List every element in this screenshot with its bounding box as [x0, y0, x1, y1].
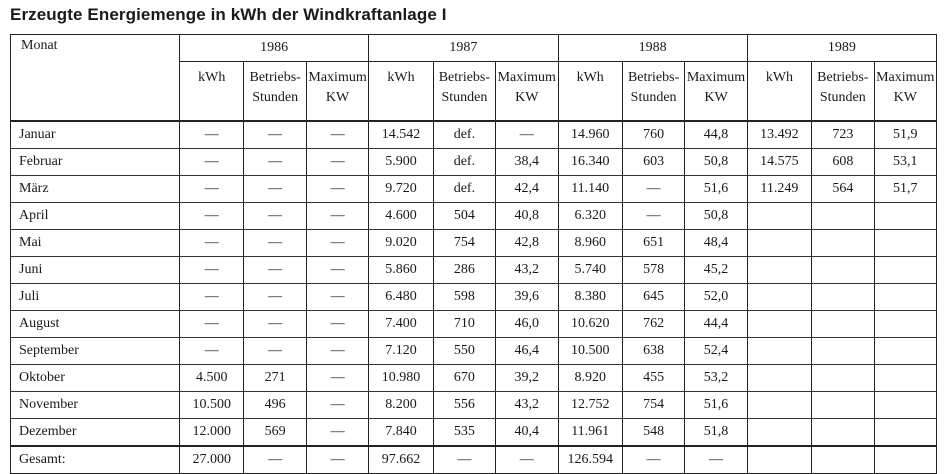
kwh-cell	[747, 338, 811, 365]
kwh-column-header: kWh	[558, 62, 622, 122]
maximum-kw-cell: —	[685, 446, 747, 474]
table-row	[11, 392, 937, 419]
maximum-kw-cell: 43,2	[496, 257, 558, 284]
header-line: Betriebs-	[249, 70, 301, 85]
month-cell: August	[11, 311, 180, 338]
kwh-cell: 8.200	[369, 392, 433, 419]
month-cell: Mai	[11, 230, 180, 257]
operating-hours-cell: def.	[433, 176, 495, 203]
operating-hours-cell	[812, 284, 874, 311]
header-line: Maximum	[497, 70, 556, 85]
operating-hours-cell: 535	[433, 419, 495, 447]
kwh-cell: 16.340	[558, 149, 622, 176]
month-cell: Dezember	[11, 419, 180, 447]
kwh-cell: 10.620	[558, 311, 622, 338]
kwh-cell: 5.860	[369, 257, 433, 284]
operating-hours-cell: 760	[622, 121, 684, 149]
kwh-cell: 6.320	[558, 203, 622, 230]
header-line: Maximum	[308, 70, 367, 85]
kwh-cell: 4.500	[180, 365, 244, 392]
kwh-cell: 7.120	[369, 338, 433, 365]
maximum-kw-column-header	[496, 62, 558, 122]
header-line: Maximum	[686, 70, 746, 85]
kwh-column-header: kWh	[180, 62, 244, 122]
kwh-cell: 7.840	[369, 419, 433, 447]
operating-hours-cell: —	[244, 203, 306, 230]
maximum-kw-cell: 53,1	[874, 149, 936, 176]
operating-hours-cell: —	[244, 338, 306, 365]
operating-hours-cell: 754	[433, 230, 495, 257]
table-row	[11, 284, 937, 311]
operating-hours-cell: 710	[433, 311, 495, 338]
operating-hours-column-header	[244, 62, 306, 122]
maximum-kw-cell: 42,8	[496, 230, 558, 257]
maximum-kw-cell: —	[306, 121, 368, 149]
operating-hours-cell	[812, 419, 874, 447]
kwh-cell: —	[180, 338, 244, 365]
kwh-cell: 7.400	[369, 311, 433, 338]
operating-hours-cell: 670	[433, 365, 495, 392]
kwh-cell: —	[180, 149, 244, 176]
maximum-kw-cell: 51,9	[874, 121, 936, 149]
kwh-cell: 5.740	[558, 257, 622, 284]
kwh-cell: —	[180, 121, 244, 149]
header-line: KW	[893, 90, 917, 105]
maximum-kw-cell: 44,8	[685, 121, 747, 149]
month-cell: November	[11, 392, 180, 419]
operating-hours-cell: 556	[433, 392, 495, 419]
maximum-kw-cell: 52,0	[685, 284, 747, 311]
maximum-kw-cell: —	[306, 365, 368, 392]
kwh-cell	[747, 419, 811, 447]
maximum-kw-cell: 42,4	[496, 176, 558, 203]
kwh-cell: —	[180, 176, 244, 203]
maximum-kw-cell: 44,4	[685, 311, 747, 338]
operating-hours-cell: —	[622, 203, 684, 230]
operating-hours-cell: 455	[622, 365, 684, 392]
maximum-kw-cell: —	[306, 257, 368, 284]
kwh-cell: —	[180, 257, 244, 284]
maximum-kw-cell	[874, 311, 936, 338]
table-row	[11, 419, 937, 447]
header-line: Stunden	[252, 90, 299, 105]
header-line: Stunden	[441, 90, 488, 105]
operating-hours-cell: 569	[244, 419, 306, 447]
operating-hours-cell: —	[244, 311, 306, 338]
maximum-kw-column-header	[685, 62, 747, 122]
maximum-kw-cell	[874, 365, 936, 392]
kwh-cell	[747, 257, 811, 284]
kwh-cell: —	[180, 311, 244, 338]
month-cell: Juli	[11, 284, 180, 311]
maximum-kw-cell	[874, 230, 936, 257]
header-line: KW	[325, 90, 350, 105]
operating-hours-cell: 496	[244, 392, 306, 419]
kwh-cell: 8.960	[558, 230, 622, 257]
maximum-kw-cell: 46,4	[496, 338, 558, 365]
operating-hours-cell	[812, 230, 874, 257]
operating-hours-cell: 638	[622, 338, 684, 365]
kwh-cell: 11.961	[558, 419, 622, 447]
operating-hours-cell: —	[244, 446, 306, 474]
maximum-kw-cell: 52,4	[685, 338, 747, 365]
maximum-kw-cell	[874, 257, 936, 284]
table-row	[11, 203, 937, 230]
operating-hours-cell: 504	[433, 203, 495, 230]
table-row	[11, 338, 937, 365]
operating-hours-cell	[812, 446, 874, 474]
kwh-cell	[747, 284, 811, 311]
maximum-kw-cell: —	[306, 446, 368, 474]
month-cell: September	[11, 338, 180, 365]
operating-hours-cell	[812, 338, 874, 365]
kwh-cell: 5.900	[369, 149, 433, 176]
header-line: Betriebs-	[627, 70, 680, 85]
kwh-cell: 11.249	[747, 176, 811, 203]
kwh-cell: —	[180, 230, 244, 257]
table-body	[11, 121, 937, 474]
operating-hours-cell: 271	[244, 365, 306, 392]
kwh-cell: 14.960	[558, 121, 622, 149]
kwh-cell: 12.752	[558, 392, 622, 419]
kwh-cell: 14.542	[369, 121, 433, 149]
operating-hours-cell: 608	[812, 149, 874, 176]
maximum-kw-cell: —	[496, 121, 558, 149]
maximum-kw-cell	[874, 446, 936, 474]
operating-hours-cell: —	[244, 149, 306, 176]
operating-hours-column-header	[622, 62, 684, 122]
operating-hours-cell: def.	[433, 121, 495, 149]
month-cell: Januar	[11, 121, 180, 149]
maximum-kw-cell	[874, 203, 936, 230]
header-line: Stunden	[819, 90, 866, 105]
kwh-cell: 14.575	[747, 149, 811, 176]
year-header-1989: 1989	[747, 35, 936, 62]
kwh-cell: 97.662	[369, 446, 433, 474]
maximum-kw-cell: 50,8	[685, 203, 747, 230]
kwh-cell	[747, 392, 811, 419]
maximum-kw-cell: —	[306, 149, 368, 176]
table-row	[11, 230, 937, 257]
month-cell: März	[11, 176, 180, 203]
kwh-cell: 10.500	[180, 392, 244, 419]
kwh-cell: 10.980	[369, 365, 433, 392]
operating-hours-cell: 548	[622, 419, 684, 447]
maximum-kw-cell: 51,6	[685, 392, 747, 419]
maximum-kw-cell: 51,7	[874, 176, 936, 203]
maximum-kw-cell: —	[306, 311, 368, 338]
table-row	[11, 257, 937, 284]
month-cell: Februar	[11, 149, 180, 176]
maximum-kw-cell: 51,6	[685, 176, 747, 203]
kwh-cell: 8.380	[558, 284, 622, 311]
operating-hours-column-header	[433, 62, 495, 122]
operating-hours-cell: 723	[812, 121, 874, 149]
header-line: Maximum	[876, 70, 935, 85]
maximum-kw-cell	[874, 419, 936, 447]
operating-hours-cell: —	[244, 257, 306, 284]
year-header-1987: 1987	[369, 35, 558, 62]
kwh-cell: —	[180, 203, 244, 230]
kwh-cell	[747, 203, 811, 230]
maximum-kw-cell: 39,2	[496, 365, 558, 392]
table-row	[11, 176, 937, 203]
total-row	[11, 446, 937, 474]
kwh-cell: 4.600	[369, 203, 433, 230]
kwh-cell: 6.480	[369, 284, 433, 311]
operating-hours-cell: 286	[433, 257, 495, 284]
kwh-column-header: kWh	[747, 62, 811, 122]
maximum-kw-cell: —	[306, 230, 368, 257]
maximum-kw-cell: —	[306, 338, 368, 365]
year-header-1986: 1986	[180, 35, 369, 62]
maximum-kw-cell: 50,8	[685, 149, 747, 176]
operating-hours-cell: 598	[433, 284, 495, 311]
table-row	[11, 365, 937, 392]
maximum-kw-cell: 51,8	[685, 419, 747, 447]
maximum-kw-cell: —	[306, 176, 368, 203]
month-cell: Juni	[11, 257, 180, 284]
maximum-kw-cell: 39,6	[496, 284, 558, 311]
month-cell: Oktober	[11, 365, 180, 392]
operating-hours-cell	[812, 257, 874, 284]
operating-hours-cell: 651	[622, 230, 684, 257]
operating-hours-cell: —	[244, 284, 306, 311]
maximum-kw-column-header	[306, 62, 368, 122]
maximum-kw-cell: 53,2	[685, 365, 747, 392]
maximum-kw-column-header	[874, 62, 936, 122]
operating-hours-cell: 762	[622, 311, 684, 338]
operating-hours-cell	[812, 203, 874, 230]
maximum-kw-cell: 40,4	[496, 419, 558, 447]
total-label: Gesamt:	[11, 446, 180, 474]
maximum-kw-cell	[874, 284, 936, 311]
maximum-kw-cell: 45,2	[685, 257, 747, 284]
month-column-header: Monat	[11, 35, 180, 122]
kwh-cell: 8.920	[558, 365, 622, 392]
maximum-kw-cell: —	[306, 203, 368, 230]
maximum-kw-cell	[874, 392, 936, 419]
operating-hours-cell: —	[244, 121, 306, 149]
year-header-1988: 1988	[558, 35, 747, 62]
header-line: Betriebs-	[438, 70, 491, 85]
kwh-cell: 9.020	[369, 230, 433, 257]
maximum-kw-cell: 48,4	[685, 230, 747, 257]
maximum-kw-cell: —	[306, 419, 368, 447]
kwh-cell: 12.000	[180, 419, 244, 447]
header-line: Stunden	[630, 90, 677, 105]
kwh-column-header: kWh	[369, 62, 433, 122]
maximum-kw-cell	[874, 338, 936, 365]
kwh-cell	[747, 230, 811, 257]
kwh-cell: 27.000	[180, 446, 244, 474]
page-title: Erzeugte Energiemenge in kWh der Windkraftanlage I	[10, 5, 447, 24]
operating-hours-cell: 578	[622, 257, 684, 284]
operating-hours-cell: 564	[812, 176, 874, 203]
maximum-kw-cell: —	[306, 284, 368, 311]
operating-hours-cell: 550	[433, 338, 495, 365]
operating-hours-cell	[812, 365, 874, 392]
operating-hours-cell: —	[433, 446, 495, 474]
kwh-cell: 11.140	[558, 176, 622, 203]
table-row	[11, 149, 937, 176]
kwh-cell	[747, 365, 811, 392]
header-line: KW	[704, 90, 728, 105]
kwh-cell	[747, 446, 811, 474]
operating-hours-cell: def.	[433, 149, 495, 176]
operating-hours-cell: —	[244, 176, 306, 203]
operating-hours-cell	[812, 392, 874, 419]
maximum-kw-cell: 40,8	[496, 203, 558, 230]
operating-hours-cell: —	[244, 230, 306, 257]
header-line: KW	[515, 90, 539, 105]
operating-hours-cell: 754	[622, 392, 684, 419]
maximum-kw-cell: —	[306, 392, 368, 419]
energy-table	[10, 34, 937, 474]
operating-hours-cell: 645	[622, 284, 684, 311]
kwh-cell: 9.720	[369, 176, 433, 203]
operating-hours-cell: —	[622, 446, 684, 474]
kwh-cell: 10.500	[558, 338, 622, 365]
operating-hours-cell: 603	[622, 149, 684, 176]
operating-hours-cell	[812, 311, 874, 338]
operating-hours-column-header	[812, 62, 874, 122]
kwh-cell: 126.594	[558, 446, 622, 474]
kwh-cell	[747, 311, 811, 338]
table-row	[11, 121, 937, 149]
maximum-kw-cell: 46,0	[496, 311, 558, 338]
kwh-cell: —	[180, 284, 244, 311]
maximum-kw-cell: 38,4	[496, 149, 558, 176]
kwh-cell: 13.492	[747, 121, 811, 149]
table-row	[11, 311, 937, 338]
maximum-kw-cell: —	[496, 446, 558, 474]
maximum-kw-cell: 43,2	[496, 392, 558, 419]
operating-hours-cell: —	[622, 176, 684, 203]
month-cell: April	[11, 203, 180, 230]
header-line: Betriebs-	[817, 70, 869, 85]
